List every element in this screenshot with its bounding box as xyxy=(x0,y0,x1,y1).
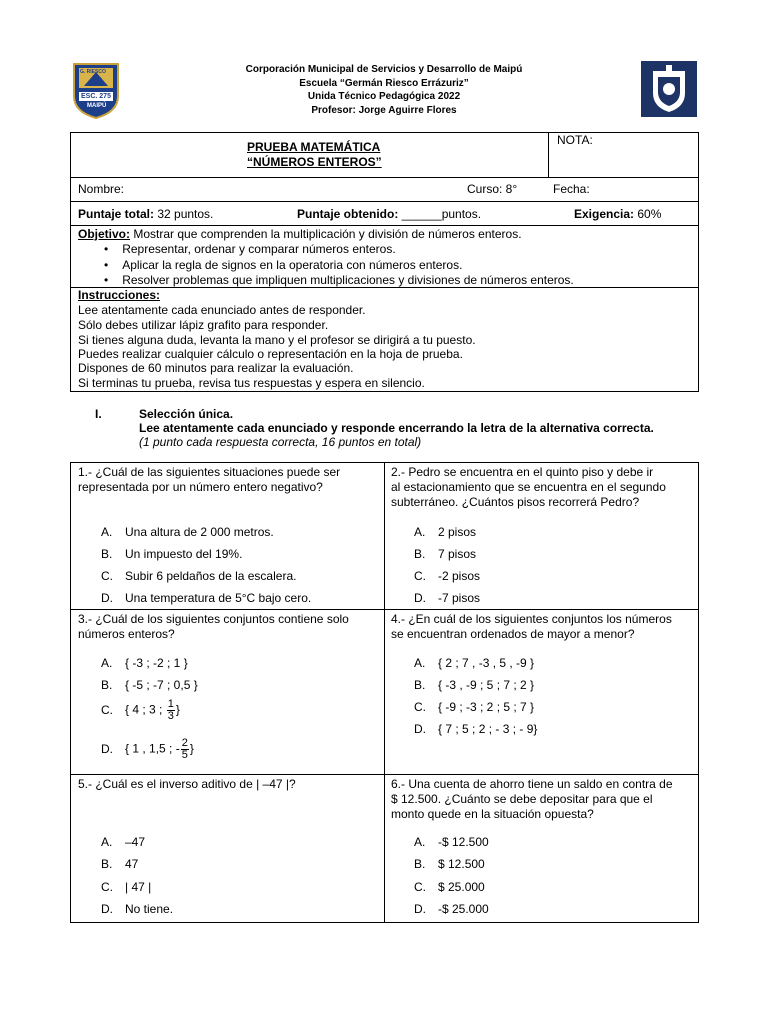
objetivo-item: • Aplicar la regla de signos en la operatoria con números enteros. xyxy=(104,258,463,272)
option-c[interactable]: C. | 47 | xyxy=(101,880,152,894)
fecha-label: Fecha: xyxy=(553,182,590,196)
test-subtitle: “NÚMEROS ENTEROS” xyxy=(247,155,382,169)
nombre-label: Nombre: xyxy=(78,182,125,196)
option-c[interactable]: C. $ 25.000 xyxy=(414,880,485,894)
question-text: números enteros? xyxy=(78,627,175,641)
exigencia-label: Exigencia: xyxy=(574,207,635,221)
option-a[interactable]: A. –47 xyxy=(101,835,146,849)
option-d[interactable]: D. { 1 , 1,5 ; - $\frac{2}{5}$ } xyxy=(101,737,194,761)
question-text: 6.- Una cuenta de ahorro tiene un saldo en contra de xyxy=(391,777,673,791)
test-title: PRUEBA MATEMÁTICA xyxy=(247,140,381,154)
option-c[interactable]: C. { 4 ; 3 ; $\frac{1}{3}$ } xyxy=(101,698,180,722)
option-b[interactable]: B. { -3 , -9 ; 5 ; 7 ; 2 } xyxy=(414,678,535,692)
option-b[interactable]: B. { -5 ; -7 ; 0,5 } xyxy=(101,678,198,692)
question-text: se encuentran ordenados de mayor a menor? xyxy=(391,627,635,641)
option-a[interactable]: A. Una altura de 2 000 metros. xyxy=(101,525,274,539)
question-text: representada por un número entero negativo? xyxy=(78,480,323,494)
objetivo-item: • Representar, ordenar y comparar números enteros. xyxy=(104,242,396,256)
logo-left-top-text: G. RIESCO xyxy=(80,69,106,75)
section-numeral: I. xyxy=(95,407,102,421)
question-text: 3.- ¿Cuál de los siguientes conjuntos contiene solo xyxy=(78,612,349,626)
option-d[interactable]: D. Una temperatura de 5°C bajo cero. xyxy=(101,591,312,605)
question-text: 1.- ¿Cuál de las siguientes situaciones puede ser xyxy=(78,465,341,479)
puntaje-obtenido-label: Puntaje obtenido: xyxy=(297,207,399,221)
option-a[interactable]: A. -$ 12.500 xyxy=(414,835,489,849)
fraction: $\frac{1}{3}$ xyxy=(167,698,174,722)
instruccion-item: Sólo debes utilizar lápiz grafito para responder. xyxy=(78,318,329,332)
school-logo-right xyxy=(641,61,697,117)
option-d[interactable]: D. { 7 ; 5 ; 2 ; - 3 ; - 9} xyxy=(414,722,538,736)
puntaje-obtenido-value: ______puntos. xyxy=(398,207,482,221)
puntaje-total-value: 32 puntos. xyxy=(154,207,214,221)
puntaje-total xyxy=(78,207,213,221)
exigencia xyxy=(574,207,661,221)
question-text: 4.- ¿En cuál de los siguientes conjuntos los números xyxy=(391,612,672,626)
option-b[interactable]: B. 7 pisos xyxy=(414,547,477,561)
header-line-2: Escuela “Germán Riesco Errázuriz” xyxy=(299,77,469,89)
instrucciones-label: Instrucciones: xyxy=(78,288,161,302)
option-c[interactable]: C. -2 pisos xyxy=(414,569,481,583)
option-c[interactable]: C. { -9 ; -3 ; 2 ; 5 ; 7 } xyxy=(414,700,535,714)
fraction: $\frac{2}{5}$ xyxy=(181,737,188,761)
puntaje-obtenido xyxy=(297,207,481,221)
instruccion-item: Si tienes alguna duda, levanta la mano y el profesor se dirigirá a tu puesto. xyxy=(78,333,476,347)
objetivo-label: Objetivo: xyxy=(78,227,131,241)
question-text: subterráneo. ¿Cuántos pisos recorrerá Pedro? xyxy=(391,495,640,509)
objetivo xyxy=(78,227,522,241)
option-d[interactable]: D. -$ 25.000 xyxy=(414,902,489,916)
option-a[interactable]: A. { -3 ; -2 ; 1 } xyxy=(101,656,188,670)
institution-header xyxy=(200,63,568,117)
objetivo-text: Mostrar que comprenden la multiplicación y división de números enteros. xyxy=(130,227,522,241)
section-subtitle: Lee atentamente cada enunciado y responde encerrando la letra de la alternativa correcta. xyxy=(139,421,654,435)
option-b[interactable]: B. Un impuesto del 19%. xyxy=(101,547,243,561)
instruccion-item: Dispones de 60 minutos para realizar la evaluación. xyxy=(78,361,354,375)
instruccion-item: Si terminas tu prueba, revisa tus respuestas y espera en silencio. xyxy=(78,376,425,390)
nota-label: NOTA: xyxy=(557,133,593,147)
header-line-1: Corporación Municipal de Servicios y Desarrollo de Maipú xyxy=(245,64,523,75)
school-logo-left xyxy=(70,62,122,120)
header-line-4: Profesor: Jorge Aguirre Flores xyxy=(311,104,457,116)
option-c[interactable]: C. Subir 6 peldaños de la escalera. xyxy=(101,569,297,583)
section-title: Selección única. xyxy=(139,407,234,421)
option-a[interactable]: A. 2 pisos xyxy=(414,525,477,539)
logo-left-bottom-text: MAIPÚ xyxy=(87,103,107,109)
option-a[interactable]: A. { 2 ; 7 , -3 , 5 , -9 } xyxy=(414,656,535,670)
option-d[interactable]: D. No tiene. xyxy=(101,902,174,916)
question-text: al estacionamiento que se encuentra en el segundo xyxy=(391,480,666,494)
instruccion-item: Puedes realizar cualquier cálculo o representación en la hoja de prueba. xyxy=(78,347,463,361)
puntaje-total-label: Puntaje total: xyxy=(78,207,155,221)
objetivo-item: • Resolver problemas que impliquen multiplicaciones y divisiones de números enteros. xyxy=(104,273,574,287)
header-line-3: Unida Técnico Pedagógica 2022 xyxy=(307,91,461,102)
option-d[interactable]: D. -7 pisos xyxy=(414,591,481,605)
option-b[interactable]: B. $ 12.500 xyxy=(414,857,485,871)
exigencia-value: 60% xyxy=(634,207,662,221)
question-text: monto quede en la situación opuesta? xyxy=(391,807,594,821)
question-text: $ 12.500. ¿Cuánto se debe depositar para que el xyxy=(391,792,653,806)
option-b[interactable]: B. 47 xyxy=(101,857,139,871)
logo-left-mid-text: ESC. 275 xyxy=(81,93,111,100)
instruccion-item: Lee atentamente cada enunciado antes de responder. xyxy=(78,303,366,317)
question-text: 2.- Pedro se encuentra en el quinto piso y debe ir xyxy=(391,465,654,479)
section-note: (1 punto cada respuesta correcta, 16 puntos en total) xyxy=(139,435,422,449)
curso-label: Curso: 8° xyxy=(467,182,518,196)
question-text: 5.- ¿Cuál es el inverso aditivo de | –47 |? xyxy=(78,777,296,791)
